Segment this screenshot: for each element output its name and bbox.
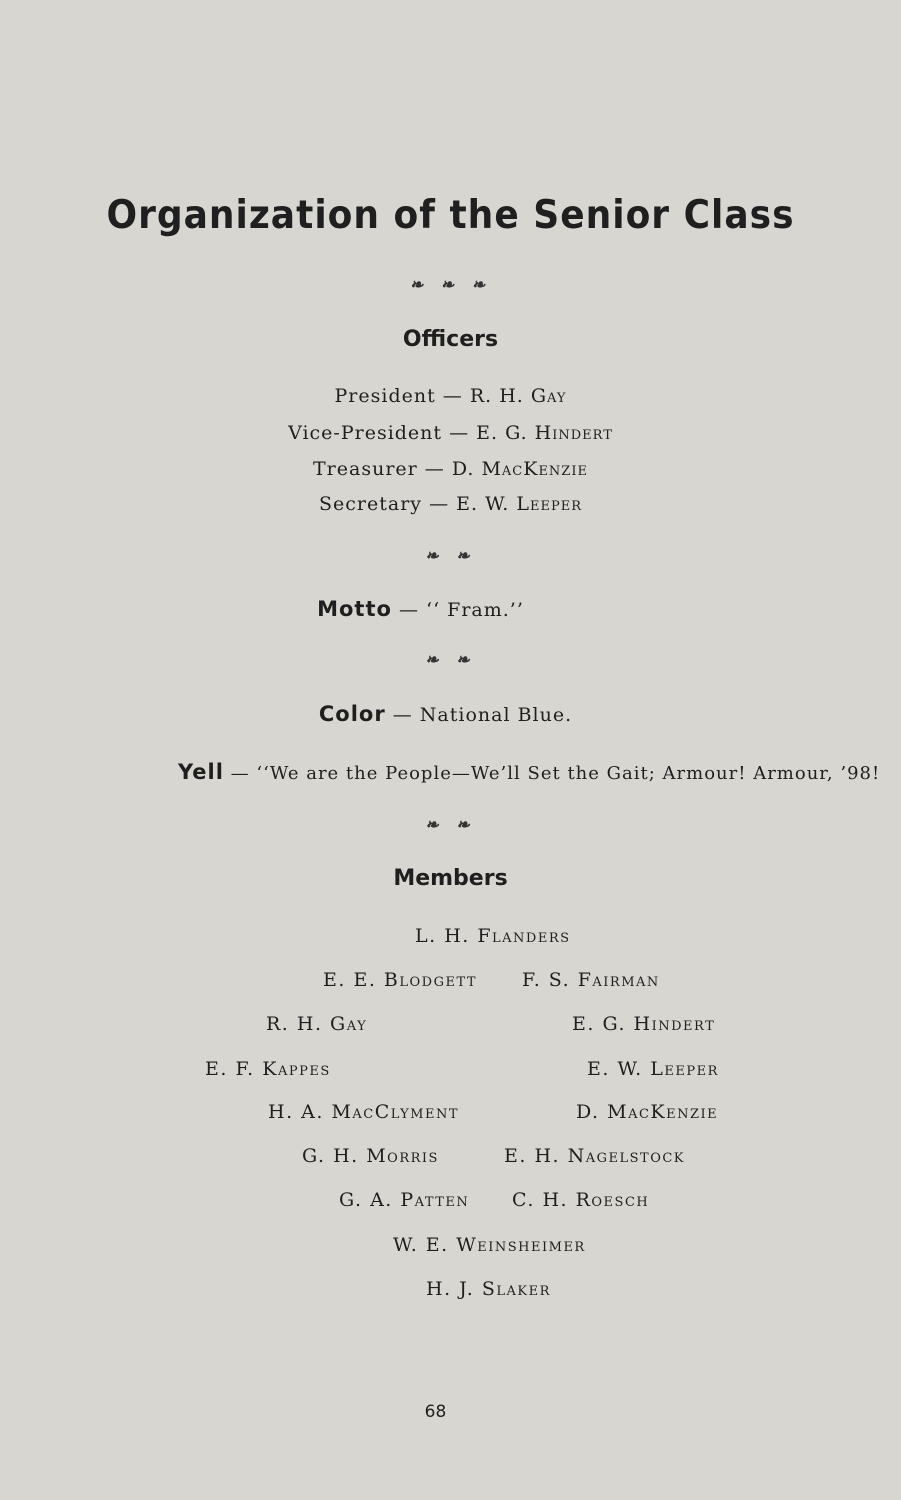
page-number: 68: [424, 1402, 447, 1422]
ornament-divider: ❧ ❧: [425, 546, 476, 565]
member-name: E. H. Nagelstock: [504, 1145, 686, 1167]
member-name: L. H. Flanders: [415, 925, 571, 947]
member-name: W. E. Weinsheimer: [393, 1234, 586, 1256]
member-name: D. MacKenzie: [576, 1101, 719, 1123]
yell-line: Yell — ‘‘We are the People—We’ll Set the Gait; Armour! Armour, ’98!: [178, 760, 881, 784]
motto-line: Motto — ‘‘ Fram.’’: [317, 597, 524, 621]
officer-treasurer: Treasurer — D. MacKenzie: [313, 458, 588, 480]
color-line: Color — National Blue.: [318, 702, 573, 726]
member-name: G. H. Morris: [302, 1145, 439, 1167]
member-name: E. G. Hindert: [572, 1013, 716, 1035]
member-name: H. J. Slaker: [426, 1278, 551, 1300]
ornament-divider: ❧ ❧ ❧: [409, 275, 492, 294]
member-name: E. F. Kappes: [205, 1058, 331, 1080]
member-name: E. E. Blodgett: [323, 969, 478, 991]
officer-president: President — R. H. Gay: [334, 385, 567, 407]
page-title: Organization of the Senior Class: [106, 193, 795, 238]
member-name: R. H. Gay: [266, 1013, 368, 1035]
member-name: E. W. Leeper: [587, 1058, 719, 1080]
ornament-divider: ❧ ❧: [425, 650, 476, 669]
member-name: G. A. Patten: [339, 1189, 470, 1211]
officer-secretary: Secretary — E. W. Leeper: [319, 493, 582, 515]
member-name: H. A. MacClyment: [268, 1101, 460, 1123]
member-name: C. H. Roesch: [512, 1189, 650, 1211]
members-heading: Members: [393, 866, 508, 891]
member-name: F. S. Fairman: [522, 969, 660, 991]
officers-heading: Officers: [402, 327, 499, 352]
officer-vice-president: Vice-President — E. G. Hindert: [288, 422, 613, 444]
ornament-divider: ❧ ❧: [425, 815, 476, 834]
